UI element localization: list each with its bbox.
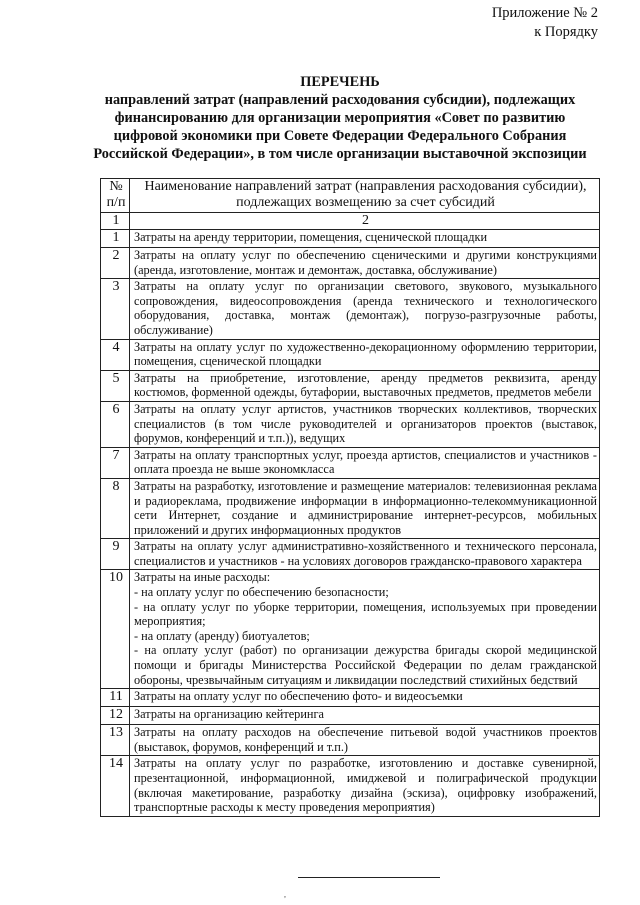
row-number: 1	[101, 230, 130, 248]
footer-rule	[298, 877, 440, 878]
row-number: 4	[101, 339, 130, 370]
row-number: 10	[101, 570, 130, 689]
row-number: 11	[101, 689, 130, 707]
appendix-header	[492, 4, 598, 42]
table-row	[101, 725, 600, 756]
row-text: Затраты на разработку, изготовление и размещение материалов: телевизионная реклама и радиореклама, продвижение информации в информационно-телекоммуникационной сети Интернет, создание и администрирование интернет-ресурсов, мобильных приложений и других информационных продуктов	[130, 478, 600, 538]
row-text: Затраты на оплату услуг по обеспечению фото- и видеосъемки	[130, 689, 600, 707]
row-number: 9	[101, 539, 130, 570]
table-row	[101, 401, 600, 447]
header-name: Наименование направлений затрат (направления расходования субсидии), подлежащих возмещению за счет субсидий	[130, 179, 600, 213]
appendix-reference: к Порядку	[534, 24, 598, 40]
row-text: Затраты на оплату услуг по разработке, изготовлению и доставке сувенирной, презентационной, информационной, имиджевой и полиграфической продукции (включая макетирование, разработку дизайна (эскиза), оцифровку изображений, транспортные расходы к месту проведения мероприятия)	[130, 756, 600, 816]
row-text-line: - на оплату (аренду) биотуалетов;	[134, 628, 310, 643]
table-row	[101, 370, 600, 401]
table-row	[101, 539, 600, 570]
column-numbers-row	[101, 213, 600, 230]
row-number: 2	[101, 248, 130, 279]
row-number: 7	[101, 447, 130, 478]
row-number: 13	[101, 725, 130, 756]
table-row	[101, 707, 600, 725]
row-text: Затраты на оплату услуг артистов, участников творческих коллективов, творческих специалистов (в том числе руководителей и организаторов проектов (выставок, форумов, конференций и т.п.)), ведущих	[130, 401, 600, 447]
row-text-line: Затраты на иные расходы:	[134, 570, 271, 585]
table-row	[101, 339, 600, 370]
row-number: 3	[101, 279, 130, 339]
row-number: 14	[101, 756, 130, 816]
document-title	[90, 73, 590, 163]
row-number: 12	[101, 707, 130, 725]
table-row	[101, 447, 600, 478]
table-header-row	[101, 179, 600, 213]
row-text-line: - на оплату услуг (работ) по организации дежурства бригады скорой медицинской помощи и бригады Министерства Российской Федерации по делам гражданской обороны, чрезвычайным ситуациям и ликвидации последствий стихийных бедствий	[134, 643, 597, 687]
row-text-line: - на оплату услуг по уборке территории, помещения, используемых при проведении мероприятия;	[134, 599, 597, 629]
row-text: Затраты на приобретение, изготовление, аренду предметов реквизита, аренду костюмов, форменной одежды, бутафории, выставочных предметов, предметов мебели	[130, 370, 600, 401]
row-text: Затраты на аренду территории, помещения, сценической площадки	[130, 230, 600, 248]
row-number: 5	[101, 370, 130, 401]
row-text: Затраты на оплату расходов на обеспечение питьевой водой участников проектов (выставок, форумов, конференций и т.п.)	[130, 725, 600, 756]
row-number: 8	[101, 478, 130, 538]
table-row	[101, 689, 600, 707]
title-subtitle: направлений затрат (направлений расходования субсидии), подлежащих финансированию для организации мероприятия «Совет по развитию цифровой экономики при Совете Федерации Федерального Собрания Российской Федерации», в том числе организации выставочной экспозиции	[93, 92, 587, 162]
table-row	[101, 478, 600, 538]
footer-mark: ,	[284, 890, 286, 899]
row-text: Затраты на оплату услуг по обеспечению сценическими и другими конструкциями (аренда, изготовление, монтаж и демонтаж, доставка, обслуживание)	[130, 248, 600, 279]
title-heading: ПЕРЕЧЕНЬ	[300, 74, 380, 90]
row-text: Затраты на организацию кейтеринга	[130, 707, 600, 725]
expense-directions-table	[100, 178, 600, 817]
appendix-number: Приложение № 2	[491, 5, 598, 21]
table-row	[101, 248, 600, 279]
table-row	[101, 756, 600, 816]
table-row	[101, 279, 600, 339]
table-body	[101, 213, 600, 817]
row-text: Затраты на оплату услуг по художественно-декорационному оформлению территории, помещения, сценической площадки	[130, 339, 600, 370]
table-row	[101, 230, 600, 248]
row-text	[130, 570, 600, 689]
row-text: Затраты на оплату услуг административно-хозяйственного и технического персонала, специалистов и участников - на условиях договоров гражданско-правового характера	[130, 539, 600, 570]
table-row	[101, 570, 600, 689]
row-text: Затраты на оплату услуг по организации светового, звукового, музыкального сопровождения, видеосопровождения (аренда технического и технологического оборудования, доставка, монтаж (демонтаж), погрузо-разгрузочные работы, обслуживание)	[130, 279, 600, 339]
row-text: Затраты на оплату транспортных услуг, проезда артистов, специалистов и участников - оплата проезда не выше экономкласса	[130, 447, 600, 478]
column-number-2: 2	[130, 213, 600, 230]
row-text-line: - на оплату услуг по обеспечению безопасности;	[134, 585, 389, 600]
column-number-1: 1	[101, 213, 130, 230]
header-number: № п/п	[101, 179, 130, 213]
row-number: 6	[101, 401, 130, 447]
